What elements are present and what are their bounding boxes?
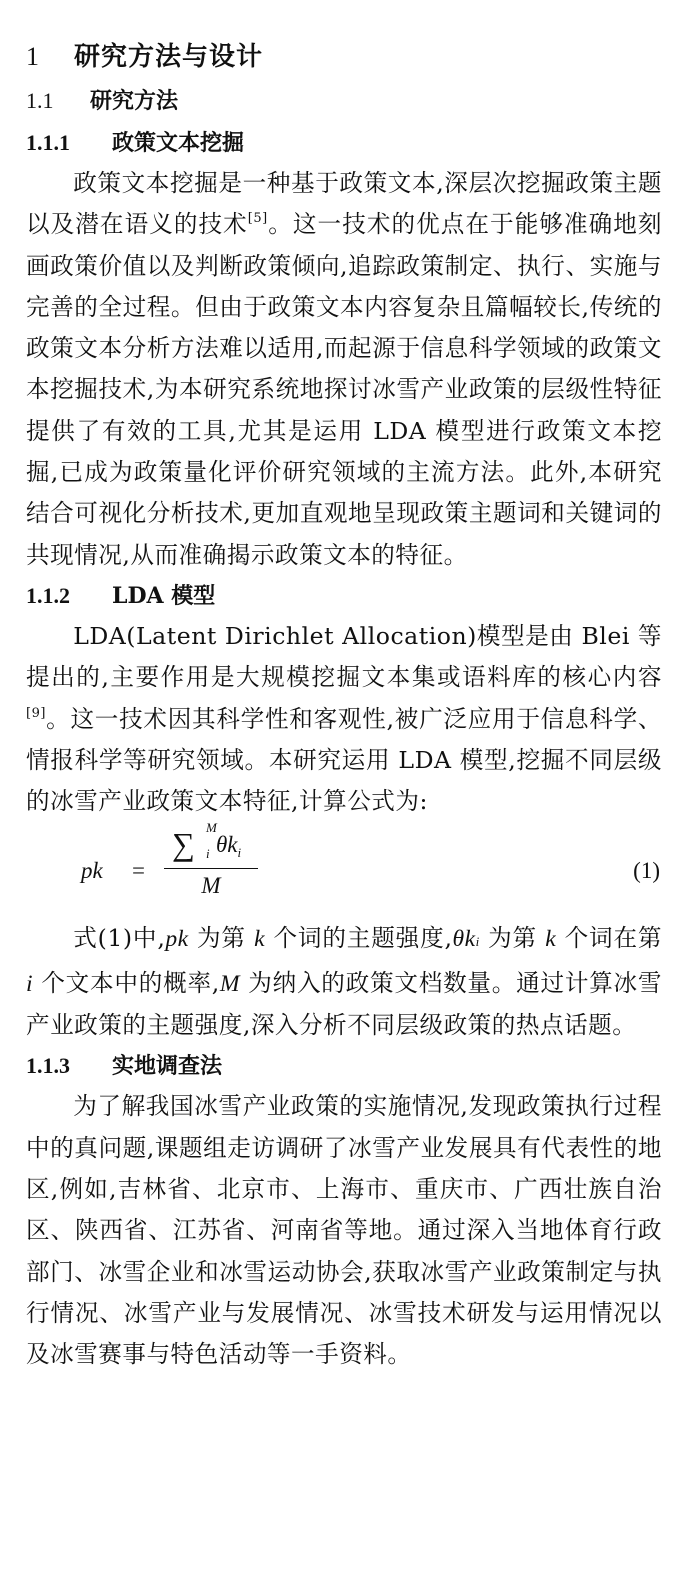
- subsubsection-heading-1-1-1: [26, 123, 662, 163]
- paragraph-text: 。这一技术的优点在于能够准确地刻画政策价值以及判断政策倾向,追踪政策制定、执行、实施与完善的全过程。但由于政策文本内容复杂且篇幅较长,传统的政策文本分析方法难以适用,而起源于信息科学领域的政策文本挖掘技术,为本研究系统地探讨冰雪产业政策的层级性特征提供了有效的工具,尤其是运用 LDA 模型进行政策文本挖掘,已成为政策量化评价研究领域的主流方法。此外,本研究结合可视化分析技术,更加直观地呈现政策主题词和关键词的共现情况,从而准确揭示政策文本的特征。: [26, 210, 663, 569]
- subsubsection-heading-1-1-2: [26, 576, 662, 616]
- math-var-k: k: [254, 926, 266, 953]
- math-var-theta-k: [453, 926, 480, 952]
- text-run: 个词在第: [556, 924, 663, 953]
- text-run: 个文本中的概率,: [33, 968, 220, 997]
- text-run: 个词的主题强度,: [265, 924, 453, 953]
- fraction-bar: [164, 868, 258, 869]
- summand-symbol: θk: [216, 832, 238, 858]
- subsection-number: 1.1: [26, 88, 54, 113]
- citation-ref-9: [9]: [26, 705, 46, 721]
- paragraph-formula-explanation: [26, 918, 662, 1046]
- text-run: 为纳入的政策文档数量。通过计算冰雪产业政策的主题强度,深入分析不同层级政策的热点话题。: [26, 968, 663, 1040]
- fraction: [164, 822, 258, 899]
- section-heading: [26, 34, 662, 80]
- subsubsection-number: 1.1.3: [26, 1053, 70, 1079]
- equation-number: (1): [633, 858, 660, 884]
- paragraph-text: LDA(Latent Dirichlet Allocation)模型是由 Blei 等提出的,主要作用是大规模挖掘文本集或语料库的核心内容: [26, 621, 662, 692]
- math-symbol: θk: [452, 926, 476, 953]
- math-var-k: k: [545, 926, 557, 953]
- paragraph-text: 政策文本挖掘是一种基于政策文本,深层次挖掘政策主题以及潜在语义的技术: [26, 169, 662, 239]
- summand: [216, 832, 241, 861]
- citation-ref-5: [5]: [247, 211, 268, 227]
- text-run: 式(1)中,: [73, 924, 166, 953]
- equation-1: [26, 822, 662, 918]
- subsubsection-title: 实地调查法: [112, 1053, 223, 1080]
- math-var-i: i: [26, 970, 34, 997]
- subsubsection-title: LDA 模型: [112, 582, 216, 609]
- summand-subscript: i: [237, 845, 242, 861]
- text-run: 为第: [188, 924, 255, 953]
- subsection-heading: [26, 80, 662, 123]
- subsection-title: 研究方法: [90, 89, 179, 114]
- subsubsection-number: 1.1.1: [26, 130, 70, 155]
- subsubsection-number: 1.1.2: [26, 582, 70, 608]
- math-var-pk: pk: [165, 926, 189, 953]
- math-subscript: i: [475, 934, 480, 950]
- section-title: 研究方法与设计: [74, 42, 264, 72]
- denominator: M: [201, 873, 221, 899]
- summation-index: i: [206, 846, 210, 862]
- paragraph-lda-model: [26, 616, 662, 822]
- section-number: 1: [26, 42, 40, 71]
- equation-lhs: pk: [81, 858, 103, 884]
- subsubsection-heading-1-1-3: [26, 1046, 662, 1086]
- paragraph-field-survey: 为了解我国冰雪产业政策的实施情况,发现政策执行过程中的真问题,课题组走访调研了冰雪产业发展具有代表性的地区,例如,吉林省、北京市、上海市、重庆市、广西壮族自治区、陕西省、江苏省、河南省等地。通过深入当地体育行政部门、冰雪企业和冰雪运动协会,获取冰雪产业政策制定与执行情况、冰雪产业与发展情况、冰雪技术研发与运用情况以及冰雪赛事与特色活动等一手资料。: [26, 1092, 662, 1369]
- equals-sign: =: [132, 858, 145, 884]
- paragraph-policy-text-mining: [26, 163, 662, 576]
- math-var-m: M: [219, 970, 240, 997]
- subsubsection-title: 政策文本挖掘: [112, 130, 245, 156]
- numerator: [164, 822, 258, 864]
- summation-sign: ∑: [172, 826, 195, 863]
- paragraph-text: 。这一技术因其科学性和客观性,被广泛应用于信息科学、情报科学等研究领域。本研究运用 LDA 模型,挖掘不同层级的冰雪产业政策文本特征,计算公式为:: [26, 704, 662, 816]
- summation-upper-limit: M: [206, 820, 217, 836]
- text-run: 为第: [479, 924, 546, 953]
